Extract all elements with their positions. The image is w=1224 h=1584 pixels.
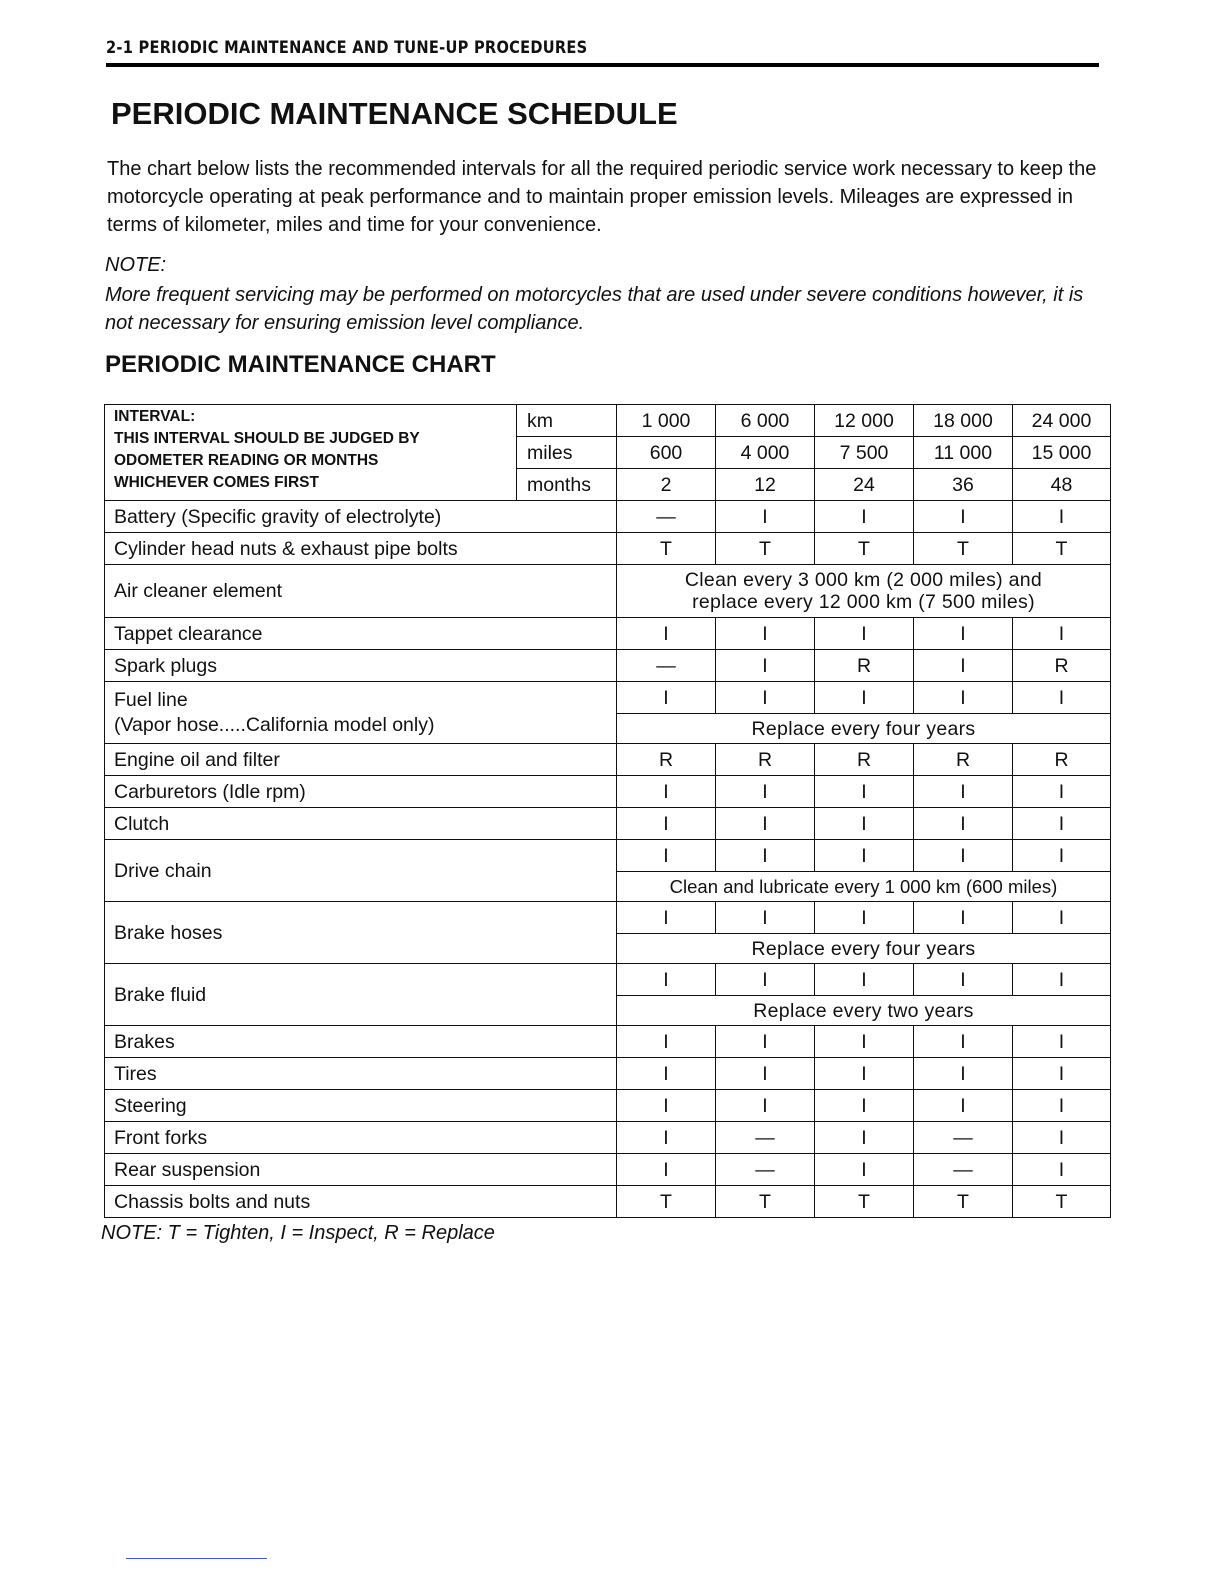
- page-title: PERIODIC MAINTENANCE SCHEDULE: [111, 96, 678, 131]
- table-row: [105, 565, 1111, 618]
- schedule-cell: T: [617, 1186, 716, 1218]
- item-label-line: (Vapor hose.....California model only): [114, 714, 435, 736]
- schedule-cell: T: [815, 1186, 914, 1218]
- item-label: [105, 682, 617, 744]
- item-label: Brakes: [105, 1026, 617, 1058]
- schedule-cell: I: [914, 618, 1013, 650]
- table-row: [105, 1154, 1111, 1186]
- table-row: [105, 776, 1111, 808]
- item-label-line: Fuel line: [114, 689, 188, 711]
- item-label: Tires: [105, 1058, 617, 1090]
- schedule-cell: T: [815, 533, 914, 565]
- schedule-cell: I: [815, 682, 914, 714]
- table-row: [105, 1122, 1111, 1154]
- schedule-cell: I: [815, 1122, 914, 1154]
- schedule-cell: I: [815, 1154, 914, 1186]
- schedule-cell: —: [914, 1122, 1013, 1154]
- schedule-cell: I: [716, 501, 815, 533]
- schedule-cell: —: [617, 650, 716, 682]
- schedule-cell: I: [716, 618, 815, 650]
- schedule-cell: I: [815, 1090, 914, 1122]
- schedule-cell: R: [716, 744, 815, 776]
- schedule-cell: I: [617, 808, 716, 840]
- schedule-note-line: Clean every 3 000 km (2 000 miles) and: [684, 569, 1043, 591]
- schedule-cell: I: [914, 501, 1013, 533]
- schedule-cell: I: [617, 840, 716, 872]
- interval-header-line: THIS INTERVAL SHOULD BE JUDGED BY: [114, 430, 420, 447]
- schedule-cell: I: [716, 808, 815, 840]
- interval-row-km: [105, 405, 1111, 437]
- schedule-cell: I: [716, 964, 815, 996]
- schedule-cell: I: [914, 1090, 1013, 1122]
- interval-cell: 4 000: [716, 437, 815, 469]
- schedule-cell: T: [1013, 533, 1111, 565]
- schedule-note-line: replace every 12 000 km (7 500 miles): [692, 591, 1035, 613]
- item-label: Air cleaner element: [105, 565, 617, 618]
- schedule-cell: I: [716, 902, 815, 934]
- schedule-cell: I: [617, 1058, 716, 1090]
- table-row: [105, 1186, 1111, 1218]
- item-label: Battery (Specific gravity of electrolyte): [105, 501, 617, 533]
- schedule-cell: I: [617, 682, 716, 714]
- item-label: Engine oil and filter: [105, 744, 617, 776]
- interval-cell: 36: [914, 469, 1013, 501]
- schedule-cell: I: [815, 618, 914, 650]
- schedule-cell: I: [617, 902, 716, 934]
- schedule-cell: I: [1013, 964, 1111, 996]
- schedule-cell: I: [716, 682, 815, 714]
- item-label: Brake fluid: [105, 964, 617, 1026]
- interval-cell: 12: [716, 469, 815, 501]
- schedule-cell: T: [716, 533, 815, 565]
- schedule-cell: I: [914, 1058, 1013, 1090]
- schedule-cell: I: [815, 776, 914, 808]
- schedule-cell: I: [914, 840, 1013, 872]
- schedule-note: Replace every four years: [617, 934, 1111, 964]
- table-row: [105, 682, 1111, 714]
- schedule-cell: I: [617, 618, 716, 650]
- schedule-cell: I: [1013, 902, 1111, 934]
- table-row: [105, 650, 1111, 682]
- item-label: Cylinder head nuts & exhaust pipe bolts: [105, 533, 617, 565]
- interval-cell: 1 000: [617, 405, 716, 437]
- item-label: Front forks: [105, 1122, 617, 1154]
- schedule-cell: I: [815, 808, 914, 840]
- schedule-note: Replace every four years: [617, 714, 1111, 744]
- table-row: [105, 618, 1111, 650]
- interval-header-line: INTERVAL:: [114, 408, 196, 425]
- table-row: [105, 533, 1111, 565]
- schedule-cell: I: [1013, 1058, 1111, 1090]
- interval-cell: 18 000: [914, 405, 1013, 437]
- schedule-cell: R: [815, 650, 914, 682]
- interval-cell: 6 000: [716, 405, 815, 437]
- schedule-cell: I: [1013, 776, 1111, 808]
- schedule-cell: I: [716, 1090, 815, 1122]
- note-label: NOTE:: [105, 254, 167, 276]
- schedule-cell: I: [617, 1154, 716, 1186]
- schedule-cell: I: [815, 1026, 914, 1058]
- schedule-cell: I: [815, 902, 914, 934]
- maintenance-table: [104, 404, 1111, 1218]
- schedule-cell: I: [815, 840, 914, 872]
- schedule-note: [617, 565, 1111, 618]
- schedule-note: Replace every two years: [617, 996, 1111, 1026]
- schedule-cell: I: [1013, 1154, 1111, 1186]
- schedule-cell: I: [914, 808, 1013, 840]
- schedule-cell: I: [1013, 840, 1111, 872]
- schedule-cell: I: [617, 964, 716, 996]
- interval-header-line: WHICHEVER COMES FIRST: [114, 474, 319, 491]
- interval-header: [105, 405, 517, 501]
- schedule-cell: —: [716, 1122, 815, 1154]
- schedule-note: Clean and lubricate every 1 000 km (600 miles): [617, 872, 1111, 902]
- schedule-cell: T: [914, 1186, 1013, 1218]
- interval-header-line: ODOMETER READING OR MONTHS: [114, 452, 379, 469]
- schedule-cell: R: [617, 744, 716, 776]
- table-row: [105, 744, 1111, 776]
- schedule-cell: I: [617, 1090, 716, 1122]
- schedule-cell: T: [617, 533, 716, 565]
- schedule-cell: —: [716, 1154, 815, 1186]
- legend-note: NOTE: T = Tighten, I = Inspect, R = Replace: [101, 1222, 495, 1244]
- interval-cell: 11 000: [914, 437, 1013, 469]
- schedule-cell: I: [1013, 1090, 1111, 1122]
- item-label: Spark plugs: [105, 650, 617, 682]
- table-row: [105, 1090, 1111, 1122]
- interval-cell: 24 000: [1013, 405, 1111, 437]
- schedule-cell: I: [617, 1122, 716, 1154]
- item-label: Rear suspension: [105, 1154, 617, 1186]
- schedule-cell: I: [914, 1026, 1013, 1058]
- schedule-cell: I: [1013, 501, 1111, 533]
- chart-title: PERIODIC MAINTENANCE CHART: [105, 351, 496, 378]
- schedule-cell: I: [1013, 808, 1111, 840]
- interval-cell: 2: [617, 469, 716, 501]
- table-row: [105, 902, 1111, 934]
- schedule-cell: R: [1013, 744, 1111, 776]
- note-text: More frequent servicing may be performed on motorcycles that are used under severe conditions however, it is not necessary for ensuring emission level compliance.: [105, 284, 1084, 334]
- schedule-cell: I: [1013, 1122, 1111, 1154]
- footer-rule: [126, 1558, 267, 1559]
- schedule-cell: I: [914, 776, 1013, 808]
- interval-cell: 12 000: [815, 405, 914, 437]
- item-label: Steering: [105, 1090, 617, 1122]
- schedule-cell: I: [1013, 1026, 1111, 1058]
- schedule-cell: I: [914, 902, 1013, 934]
- table-row: [105, 808, 1111, 840]
- schedule-cell: T: [1013, 1186, 1111, 1218]
- schedule-cell: I: [914, 964, 1013, 996]
- item-label: Chassis bolts and nuts: [105, 1186, 617, 1218]
- schedule-cell: —: [617, 501, 716, 533]
- schedule-cell: I: [914, 682, 1013, 714]
- table-row: [105, 964, 1111, 996]
- schedule-cell: I: [815, 964, 914, 996]
- interval-cell: 7 500: [815, 437, 914, 469]
- item-label: Drive chain: [105, 840, 617, 902]
- table-row: [105, 1058, 1111, 1090]
- table-row: [105, 840, 1111, 872]
- schedule-cell: I: [815, 501, 914, 533]
- item-label: Clutch: [105, 808, 617, 840]
- schedule-cell: I: [716, 1026, 815, 1058]
- page-header: 2-1 PERIODIC MAINTENANCE AND TUNE-UP PROCEDURES: [106, 38, 588, 58]
- schedule-cell: T: [716, 1186, 815, 1218]
- schedule-cell: I: [716, 776, 815, 808]
- schedule-cell: I: [1013, 682, 1111, 714]
- schedule-cell: I: [815, 1058, 914, 1090]
- header-rule: [106, 63, 1099, 67]
- schedule-cell: I: [617, 776, 716, 808]
- schedule-cell: I: [617, 1026, 716, 1058]
- schedule-cell: R: [815, 744, 914, 776]
- schedule-cell: I: [716, 840, 815, 872]
- schedule-cell: I: [716, 1058, 815, 1090]
- schedule-cell: R: [1013, 650, 1111, 682]
- interval-cell: 600: [617, 437, 716, 469]
- interval-cell: 15 000: [1013, 437, 1111, 469]
- schedule-cell: R: [914, 744, 1013, 776]
- unit-km: km: [517, 405, 617, 437]
- schedule-cell: I: [1013, 618, 1111, 650]
- schedule-cell: T: [914, 533, 1013, 565]
- table-row: [105, 1026, 1111, 1058]
- schedule-cell: I: [716, 650, 815, 682]
- unit-months: months: [517, 469, 617, 501]
- schedule-cell: —: [914, 1154, 1013, 1186]
- unit-miles: miles: [517, 437, 617, 469]
- item-label: Tappet clearance: [105, 618, 617, 650]
- item-label: Brake hoses: [105, 902, 617, 964]
- item-label: Carburetors (Idle rpm): [105, 776, 617, 808]
- table-row: [105, 501, 1111, 533]
- interval-cell: 48: [1013, 469, 1111, 501]
- intro-paragraph: The chart below lists the recommended intervals for all the required periodic service work necessary to keep the motorcycle operating at peak performance and to maintain proper emission levels. Mileages are expressed in terms of kilometer, miles and time for your convenience.: [107, 158, 1097, 236]
- interval-cell: 24: [815, 469, 914, 501]
- schedule-cell: I: [914, 650, 1013, 682]
